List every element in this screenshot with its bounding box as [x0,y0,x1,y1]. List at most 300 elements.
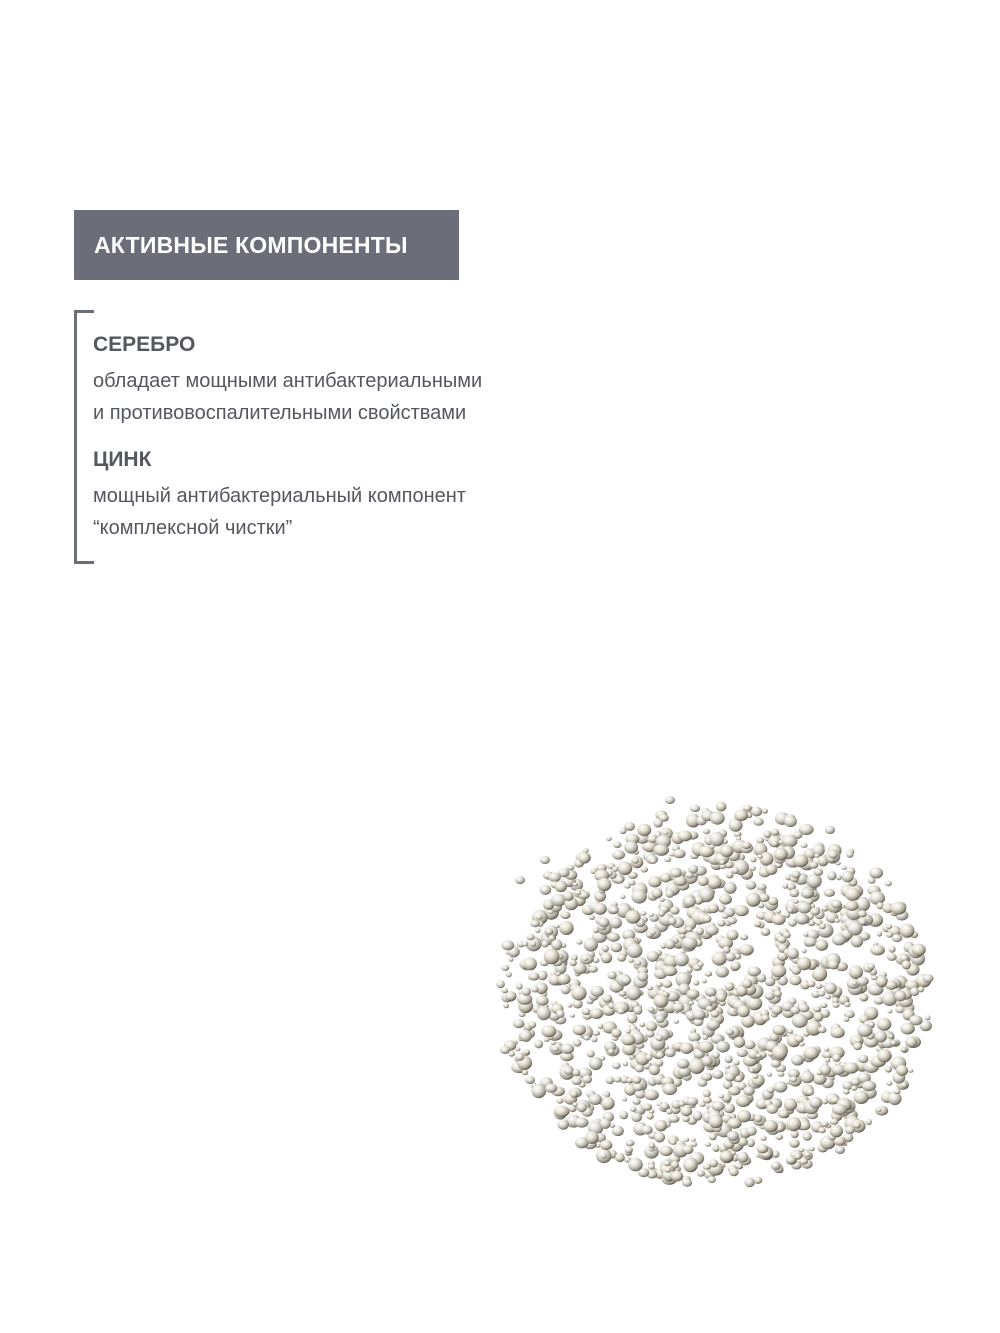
silver-granule [552,1047,559,1052]
silver-granule [754,1115,762,1122]
silver-granule [534,1040,543,1049]
ingredient-silver [93,331,482,429]
silver-granule [846,851,853,858]
silver-granule [536,915,543,920]
description-line: мощный антибактериальный компонент [93,485,466,507]
silver-granule [767,1087,775,1093]
silver-granule [506,972,512,978]
silver-granule [824,982,837,994]
silver-granule [665,890,674,898]
silver-granule [589,915,595,920]
silver-granule [541,1025,556,1037]
silver-granule [689,1001,694,1005]
silver-granule [766,1104,778,1114]
silver-granule [641,1103,652,1111]
silver-granule [901,1047,907,1052]
silver-granule [567,1003,572,1007]
silver-granule [778,1072,785,1077]
silver-granule [639,1022,645,1027]
silver-granule [598,1024,604,1030]
silver-granule [646,1021,657,1031]
silver-granule [617,861,632,875]
silver-granule [690,805,700,812]
silver-granule [529,972,540,980]
silver-granule [548,910,554,914]
silver-granule [570,1090,578,1097]
silver-granule [719,894,732,905]
silver-granule [782,883,788,888]
silver-granule [705,971,713,977]
silver-granule [754,1177,763,1184]
silver-granule [728,1086,741,1095]
silver-granule [650,858,657,864]
silver-granule [771,965,786,978]
silver-granule [496,980,505,988]
silver-granule [708,904,719,914]
silver-granule [882,991,897,1006]
silver-granule [555,924,560,928]
silver-granule [527,934,535,941]
silver-granule [641,867,649,873]
silver-granule [503,1003,509,1008]
silver-granule [682,937,698,950]
silver-granule [818,1026,826,1033]
silver-granule [725,982,735,991]
silver-granule [824,1047,829,1051]
silver-granule [806,874,821,888]
silver-granule [644,1090,659,1101]
silver-granule [683,896,696,908]
silver-granule [624,841,638,854]
silver-granule [649,1142,655,1148]
silver-granule [799,1042,805,1046]
silver-granule [842,871,854,883]
silver-granule [757,854,763,858]
silver-granule [709,1159,718,1167]
silver-granule [702,979,707,983]
silver-granule [712,1101,725,1111]
silver-granule [813,1006,821,1012]
silver-granule [598,917,609,927]
silver-granule [772,1025,785,1035]
silver-granule [556,972,561,976]
silver-granule [720,845,734,857]
silver-granule [809,862,818,869]
silver-granule [705,1142,712,1147]
silver-granule [611,943,623,953]
silver-granule [625,910,640,924]
silver-granule [663,966,677,976]
silver-granule [835,1146,845,1154]
silver-granule [751,807,762,817]
silver-granule [577,1103,587,1113]
silver-granule [732,867,739,874]
silver-granule [818,991,825,997]
silver-granule [688,1032,701,1042]
silver-granule [686,927,693,932]
silver-granule [859,994,868,1002]
ingredients-bracket [74,310,94,564]
silver-granule [532,1084,547,1098]
silver-granule [853,1042,862,1050]
silver-granule [554,1106,570,1117]
silver-granule [830,1119,839,1125]
silver-granule [540,856,550,864]
description-line: обладает мощными антибактериальными [93,370,483,392]
silver-granule [847,921,862,935]
silver-granule [646,1054,653,1061]
silver-granule [776,910,781,914]
silver-granule [628,1158,643,1172]
silver-granule [793,854,809,867]
silver-granule [896,1065,908,1076]
silver-granule [674,953,689,967]
silver-granule [610,907,619,914]
silver-granule [712,1145,719,1152]
silver-granule [797,957,811,971]
silver-granule [589,966,598,973]
silver-granule [851,1086,858,1091]
silver-granule [794,1153,801,1160]
silver-granule [731,961,741,970]
silver-granule [555,881,567,892]
silver-granule [845,901,858,911]
silver-granule [621,1034,635,1045]
silver-granule [625,1147,634,1153]
ingredient-zinc [93,446,466,544]
silver-granule [716,966,729,977]
silver-granule [775,1134,783,1140]
silver-granule [832,1054,841,1062]
silver-granule [761,928,771,936]
silver-granule [889,946,896,953]
silver-granule [862,1081,876,1091]
silver-granule [606,837,612,842]
silver-granule [593,903,607,915]
silver-granule [750,857,756,863]
ingredient-description [93,480,466,544]
silver-granule [735,1075,742,1082]
silver-granule [601,1153,607,1159]
silver-granule [774,1081,788,1092]
silver-granule [564,891,574,901]
silver-granule [513,1019,524,1028]
silver-granule [544,949,560,965]
silver-granule [631,889,647,903]
section-header-banner [74,210,459,280]
silver-granule [640,911,646,916]
silver-granule [789,1139,799,1148]
silver-granule [587,1050,595,1057]
silver-granule [625,1140,634,1147]
silver-granule [824,889,835,897]
silver-granule [869,868,883,879]
silver-granule [717,993,727,1002]
silver-granule [763,1120,778,1132]
silver-granule [522,987,531,996]
silver-granule [723,946,731,953]
silver-granule [537,1006,551,1020]
silver-granule [524,957,537,970]
silver-granule [858,1055,868,1063]
silver-granule [790,1006,800,1014]
silver-granule [624,884,631,889]
silver-granule [585,1131,599,1144]
silver-granule [771,1161,781,1170]
silver-granule [888,1034,893,1038]
silver-granule [619,1111,628,1119]
silver-granule [892,934,903,942]
silver-granule [691,1138,696,1142]
silver-granule [621,976,632,985]
silver-granule [895,991,907,1002]
silver-granule [719,1094,725,1098]
silver-granule [648,876,661,887]
description-line: “комплексной чистки” [93,517,293,539]
silver-granule [683,1158,698,1173]
silver-granule [656,1052,664,1059]
silver-granule [742,979,752,989]
silver-granule [789,975,801,985]
silver-granule [734,905,748,916]
ingredient-name: ЦИНК [93,448,152,471]
silver-granule [628,959,634,963]
silver-granule [645,1031,655,1038]
silver-granule [814,854,819,858]
silver-granule [717,920,725,927]
silver-granule [616,877,624,884]
silver-granule [768,897,778,906]
silver-granule [737,1005,750,1017]
silver-granule [722,913,729,919]
silver-granule [724,1104,735,1114]
silver-granule [647,951,659,962]
silver-granule [536,996,549,1006]
silver-granule [791,1130,799,1138]
silver-granule [724,882,737,894]
silver-granule [853,1091,868,1104]
silver-granule [528,1021,536,1028]
silver-granule [726,952,736,961]
silver-granule [910,987,919,996]
silver-granule [784,1098,797,1111]
silver-granule [573,882,579,886]
silver-granule [702,1035,708,1040]
silver-granule [658,910,665,917]
silver-granule [703,1090,711,1098]
silver-granule [617,954,626,962]
silver-granule [792,1014,808,1028]
silver-granule [653,844,669,856]
silver-granule [590,986,604,997]
silver-granule [535,928,541,933]
silver-granule [799,1148,804,1152]
silver-granule [712,1070,723,1079]
silver-granule [727,1131,739,1141]
silver-granule [794,1035,804,1042]
silver-granule [740,934,748,940]
silver-granule [654,1132,665,1143]
silver-granule [791,871,800,879]
silver-granule [866,1119,872,1125]
silver-granule [710,812,725,825]
silver-granule [876,977,887,987]
silver-granule [743,1086,755,1095]
silver-granule [650,930,656,935]
silver-granule [844,1002,851,1007]
silver-granule [772,1045,787,1060]
silver-granule [719,860,725,865]
silver-granule [660,1146,673,1156]
silver-granule [819,923,826,929]
silver-granule [670,869,682,878]
silver-granule [727,917,737,925]
silver-granule [778,936,787,943]
silver-granule [626,986,641,1000]
silver-granule [632,1076,641,1084]
silver-granule [522,1069,528,1075]
silver-granule [613,842,622,849]
silver-granule [558,868,570,877]
silver-granule [505,992,516,1001]
silver-granule [886,1081,892,1086]
silver-granule [589,1057,603,1070]
silver-granule [809,1097,822,1109]
silver-granule [720,1151,733,1162]
silver-granule [691,1142,697,1147]
silver-granule [696,927,704,935]
silver-granule [617,1008,625,1014]
silver-granule [744,1040,755,1049]
silver-granule [656,982,662,988]
silver-granule [647,986,653,990]
silver-granule [786,1117,801,1132]
silver-granule [677,1059,689,1069]
silver-granule [876,1108,881,1112]
silver-granule [707,876,722,889]
silver-granule [571,986,586,1001]
silver-granule [822,1099,827,1104]
silver-granule [760,1136,766,1141]
silver-granule [744,1178,754,1188]
silver-granule [765,992,775,1000]
silver-granule [515,1047,520,1051]
silver-granule [614,1077,622,1083]
silver-granule [733,1060,739,1065]
silver-granule [597,878,611,891]
silver-granule [831,900,842,909]
silver-granule [789,889,799,897]
silver-granule [653,819,663,828]
silver-granule [698,876,709,886]
silver-granule [771,829,780,836]
silver-granule [827,871,836,880]
silver-granule [886,924,892,929]
silver-granule [820,1003,828,1009]
silver-granule [631,1113,642,1122]
silver-granule [664,1167,671,1172]
silver-granule [682,1116,690,1122]
silver-granule [737,1152,748,1163]
silver-granule [664,857,671,862]
silver-granule [902,960,911,969]
silver-granule [832,1104,847,1115]
silver-granule [852,981,857,985]
silver-granule [757,974,766,983]
silver-granule [787,948,799,959]
silver-granule [678,831,693,842]
silver-granule [501,965,509,971]
silver-granule [705,987,717,996]
silver-granule [615,1153,625,1162]
silver-granule [584,938,598,952]
silver-granule [702,1056,713,1066]
silver-granule [725,1029,734,1035]
silver-granule [627,1014,638,1024]
silver-granule [767,1072,772,1076]
silver-granule [649,1065,660,1076]
silver-granule [799,1158,808,1164]
silver-granule [593,1030,601,1035]
silver-granule [710,996,718,1003]
silver-granule [669,1115,680,1123]
silver-granule [653,994,668,1008]
silver-granule [798,1004,809,1013]
silver-granule [825,1058,830,1063]
silver-granule [602,945,609,952]
silver-granule [709,1133,717,1140]
silver-granule [624,822,635,831]
silver-granule [583,1035,590,1040]
silver-granule [825,826,835,834]
silver-granule [607,971,616,979]
silver-granule [673,849,686,858]
silver-granule [851,935,864,947]
silver-granules-image [490,780,950,1200]
silver-granule [655,1015,664,1023]
silver-granule [828,852,837,859]
silver-granule [918,986,924,992]
silver-granule [795,913,809,925]
silver-granule [660,873,671,883]
silver-granule [754,921,762,928]
silver-granule [560,911,570,919]
silver-granule [818,1127,826,1133]
silver-granule [663,831,668,835]
silver-granule [831,1065,845,1075]
silver-granule [816,983,823,989]
section-title: АКТИВНЫЕ КОМПОНЕНТЫ [94,231,408,258]
silver-granule [787,1029,793,1034]
silver-granule [520,1030,532,1042]
silver-granule [601,952,613,963]
silver-granule [712,1052,719,1059]
silver-granule [651,888,662,899]
silver-granule [877,931,883,937]
silver-granule [633,1083,643,1091]
silver-granule [855,1039,861,1043]
silver-granule [797,902,811,914]
silver-granule [703,915,712,923]
silver-granule [801,889,813,898]
silver-granule [869,891,885,904]
silver-granule [633,1006,642,1015]
silver-granule [875,1031,887,1043]
silver-granule [501,940,514,950]
silver-granule [578,853,590,864]
silver-granule [830,1027,845,1038]
silver-granule [561,1044,575,1054]
